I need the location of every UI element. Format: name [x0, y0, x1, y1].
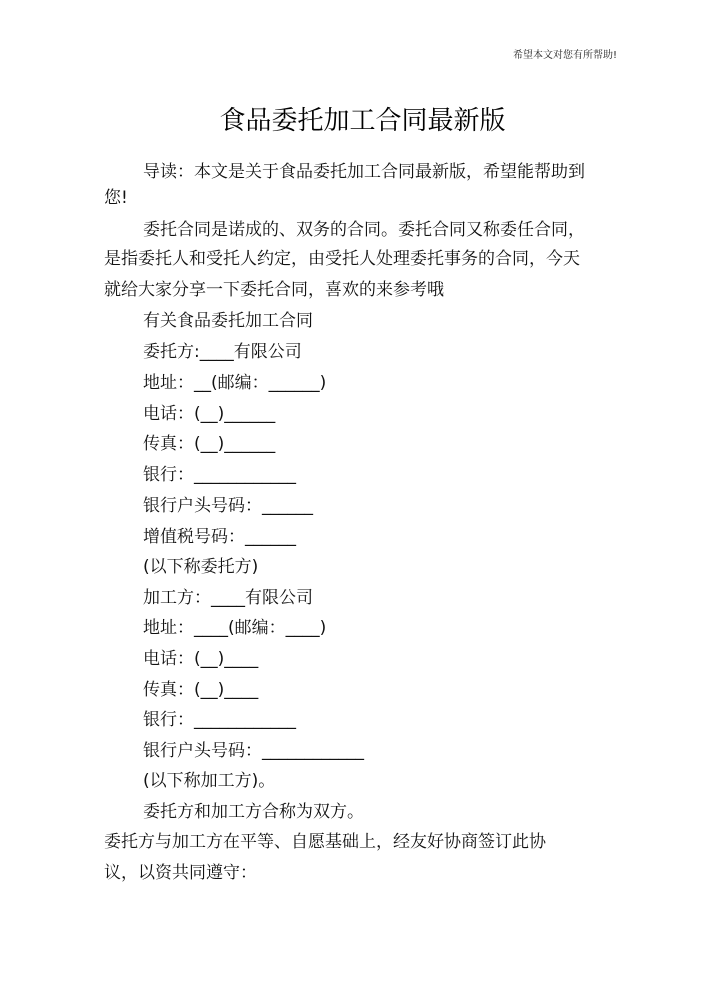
- header-note: 希望本文对您有所帮助!: [512, 50, 617, 61]
- processor-account: 银行户头号码：____________: [143, 741, 364, 761]
- client-name: 委托方:____有限公司: [143, 342, 302, 362]
- paragraph-line-3: 就给大家分享一下委托合同，喜欢的来参考哦: [104, 280, 444, 300]
- client-fax: 传真：(__)______: [143, 434, 276, 454]
- contract-heading: 有关食品委托加工合同: [143, 311, 313, 331]
- intro-line-2: 您!: [104, 188, 128, 208]
- intro-line-1: 导读：本文是关于食品委托加工合同最新版，希望能帮助到: [143, 162, 585, 182]
- processor-bank: 银行：____________: [143, 710, 296, 730]
- parties-statement: 委托方和加工方合称为双方。: [143, 802, 364, 822]
- processor-alias: (以下称加工方)。: [143, 771, 276, 791]
- client-vat: 增值税号码：______: [143, 527, 296, 547]
- document-title: 食品委托加工合同最新版: [219, 106, 506, 136]
- agreement-line-1: 委托方与加工方在平等、自愿基础上，经友好协商签订此协: [104, 832, 546, 852]
- client-bank: 银行：____________: [143, 465, 296, 485]
- processor-address: 地址：____(邮编：____): [143, 618, 327, 638]
- processor-phone: 电话：(__)____: [143, 649, 259, 669]
- agreement-line-2: 议，以资共同遵守：: [104, 863, 257, 883]
- client-account: 银行户头号码：______: [143, 496, 313, 516]
- processor-fax: 传真：(__)____: [143, 680, 259, 700]
- paragraph-line-2: 是指委托人和受托人约定，由受托人处理委托事务的合同，今天: [104, 249, 580, 269]
- client-address: 地址：__(邮编：______): [143, 373, 327, 393]
- client-alias: (以下称委托方): [143, 557, 259, 577]
- paragraph-line-1: 委托合同是诺成的、双务的合同。委托合同又称委任合同，: [143, 220, 585, 240]
- processor-name: 加工方：____有限公司: [143, 588, 313, 608]
- client-phone: 电话：(__)______: [143, 404, 276, 424]
